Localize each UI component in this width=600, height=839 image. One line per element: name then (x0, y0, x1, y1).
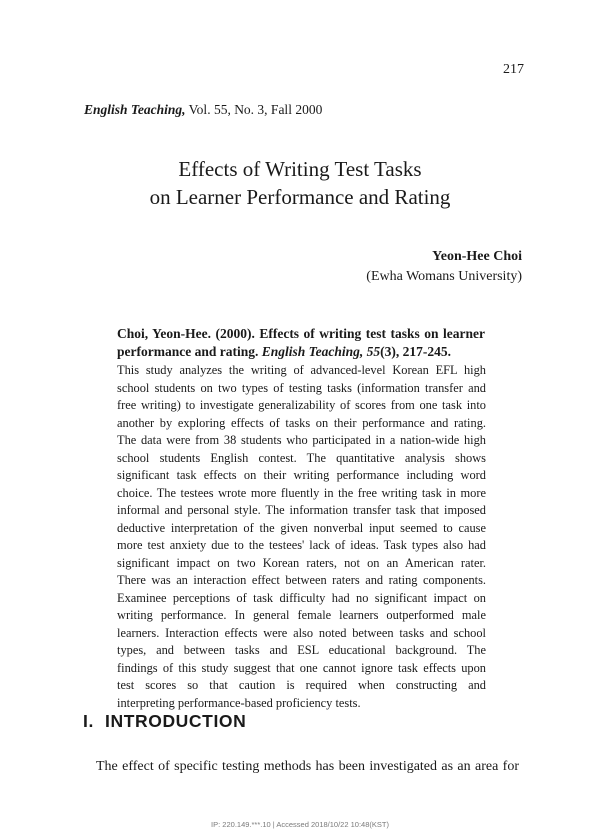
abstract-line: significant task effects on their writing performance including word (117, 468, 486, 482)
page-number: 217 (503, 62, 524, 77)
abstract-line: free writing) to investigate generalizability of scores from one task into (117, 398, 486, 412)
abstract-line: more test anxiety due to the testees' lack of ideas. Task types also had (117, 538, 486, 552)
citation-part: performance and rating. (117, 344, 262, 359)
body-line: The effect of specific testing methods has been investigated as an area for (96, 759, 519, 774)
abstract-line: This study analyzes the writing of advanced-level Korean EFL high (117, 363, 486, 377)
access-footer: IP: 220.149.***.10 | Accessed 2018/10/22 10:48(KST) (211, 820, 389, 829)
abstract-line: interpreting performance-based proficiency tests. (117, 695, 361, 710)
abstract-line: informal and personal style. The information transfer task that imposed (117, 503, 486, 517)
section-title: INTRODUCTION (105, 711, 247, 731)
journal-name: English Teaching, (84, 102, 186, 117)
abstract-line: another by exploring effects of tasks on their performance and rating. (117, 415, 486, 430)
abstract-line: test scores so that caution is required when constructing and (117, 678, 486, 692)
citation-line-2 (117, 343, 485, 361)
abstract-line: types, and between tasks and ESL educational background. The (117, 643, 486, 657)
abstract-line: significant impact on two Korean raters, not on an American rater. (117, 555, 486, 570)
abstract-line: There was an interaction effect between raters and rating components. (117, 573, 486, 587)
abstract (117, 362, 486, 712)
abstract-line: school students on two types of testing tasks (information transfer and (117, 380, 486, 395)
author-name: Yeon-Hee Choi (432, 249, 522, 264)
journal-issue: Vol. 55, No. 3, Fall 2000 (185, 102, 323, 117)
abstract-line: The data were from 38 students who participated in a nation-wide high (117, 433, 486, 447)
author-affiliation: (Ewha Womans University) (366, 269, 522, 284)
abstract-line: deductive interpretation of the given nonverbal input seemed to cause (117, 520, 486, 535)
abstract-line: choice. The testees wrote more fluently in the free writing task in more (117, 485, 486, 500)
paper-title (0, 155, 600, 211)
journal-line (84, 102, 322, 118)
section-heading (83, 711, 246, 732)
citation-journal: English Teaching, 55 (261, 344, 381, 359)
abstract-line: school students English contest. The quantitative analysis shows (117, 450, 486, 465)
citation-pages: (3), 217-245. (380, 344, 452, 359)
citation-line-1: Choi, Yeon-Hee. (2000). Effects of writing test tasks on learner (117, 326, 485, 341)
citation (117, 325, 485, 361)
section-number: I. (83, 711, 94, 731)
abstract-line: findings of this study suggest that one cannot ignore task effects upon (117, 660, 486, 675)
title-line-2: on Learner Performance and Rating (149, 185, 451, 209)
body-text (96, 758, 519, 776)
title-line-1: Effects of Writing Test Tasks (178, 157, 422, 181)
abstract-line: writing performance. In general female learners outperformed male (117, 608, 486, 622)
abstract-line: Examinee perceptions of task difficulty had no significant impact on (117, 590, 486, 605)
abstract-line: learners. Interaction effects were also noted between tasks and school (117, 625, 486, 640)
